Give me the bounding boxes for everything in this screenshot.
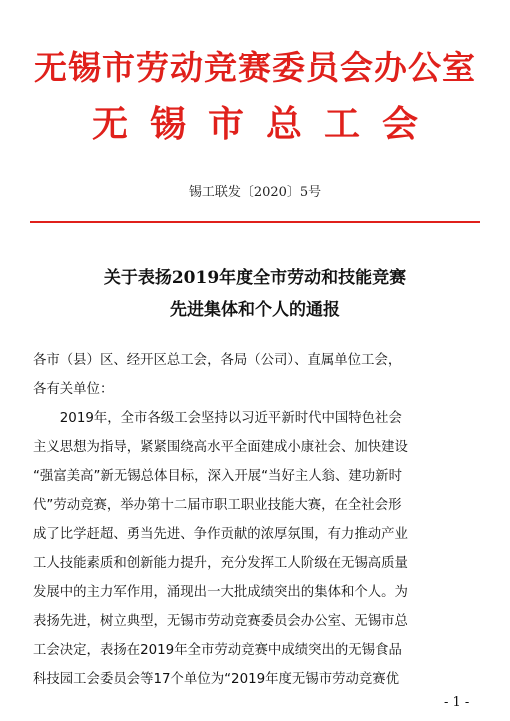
issuer-name-1: 无锡市劳动竞赛委员会办公室 [34, 48, 476, 87]
body-line: 主义思想为指导，紧紧围绕高水平全面建成小康社会、加快建设 [33, 440, 408, 455]
body-line: 科技园工会委员会等17个单位为“2019年度无锡市劳动竞赛优 [33, 672, 400, 687]
body-line: 工人技能素质和创新能力提升，充分发挥工人阶级在无锡高质量 [33, 556, 408, 571]
body-line: “强富美高”新无锡总体目标，深入开展“当好主人翁、建功新时 [33, 469, 402, 484]
document-title-line-1: 关于表扬2019年度全市劳动和技能竞赛 [103, 268, 407, 288]
body-line: 各市（县）区、经开区总工会，各局（公司）、直属单位工会， [33, 353, 402, 368]
body-line: 成了比学赶超、勇当先进、争作贡献的浓厚氛围，有力推动产业 [33, 527, 408, 542]
body-line: 代”劳动竞赛，举办第十二届市职工职业技能大赛，在全社会形 [33, 498, 402, 513]
body-line: 发展中的主力军作用，涌现出一大批成绩突出的集体和个人。为 [33, 585, 408, 600]
document-number: 锡工联发〔2020〕5号 [188, 185, 322, 200]
red-divider-line [30, 221, 480, 223]
body-line: 2019年，全市各级工会坚持以习近平新时代中国特色社会 [33, 411, 402, 426]
body-line: 表扬先进，树立典型，无锡市劳动竞赛委员会办公室、无锡市总 [33, 614, 408, 629]
issuer-name-2: 无锡市总工会 [91, 103, 440, 145]
page-number: - 1 - [444, 695, 470, 710]
body-line: 工会决定，表扬在2019年全市劳动竞赛中成绩突出的无锡食品 [33, 643, 402, 658]
body-line: 各有关单位： [33, 382, 114, 397]
document-title-line-2: 先进集体和个人的通报 [170, 300, 340, 320]
